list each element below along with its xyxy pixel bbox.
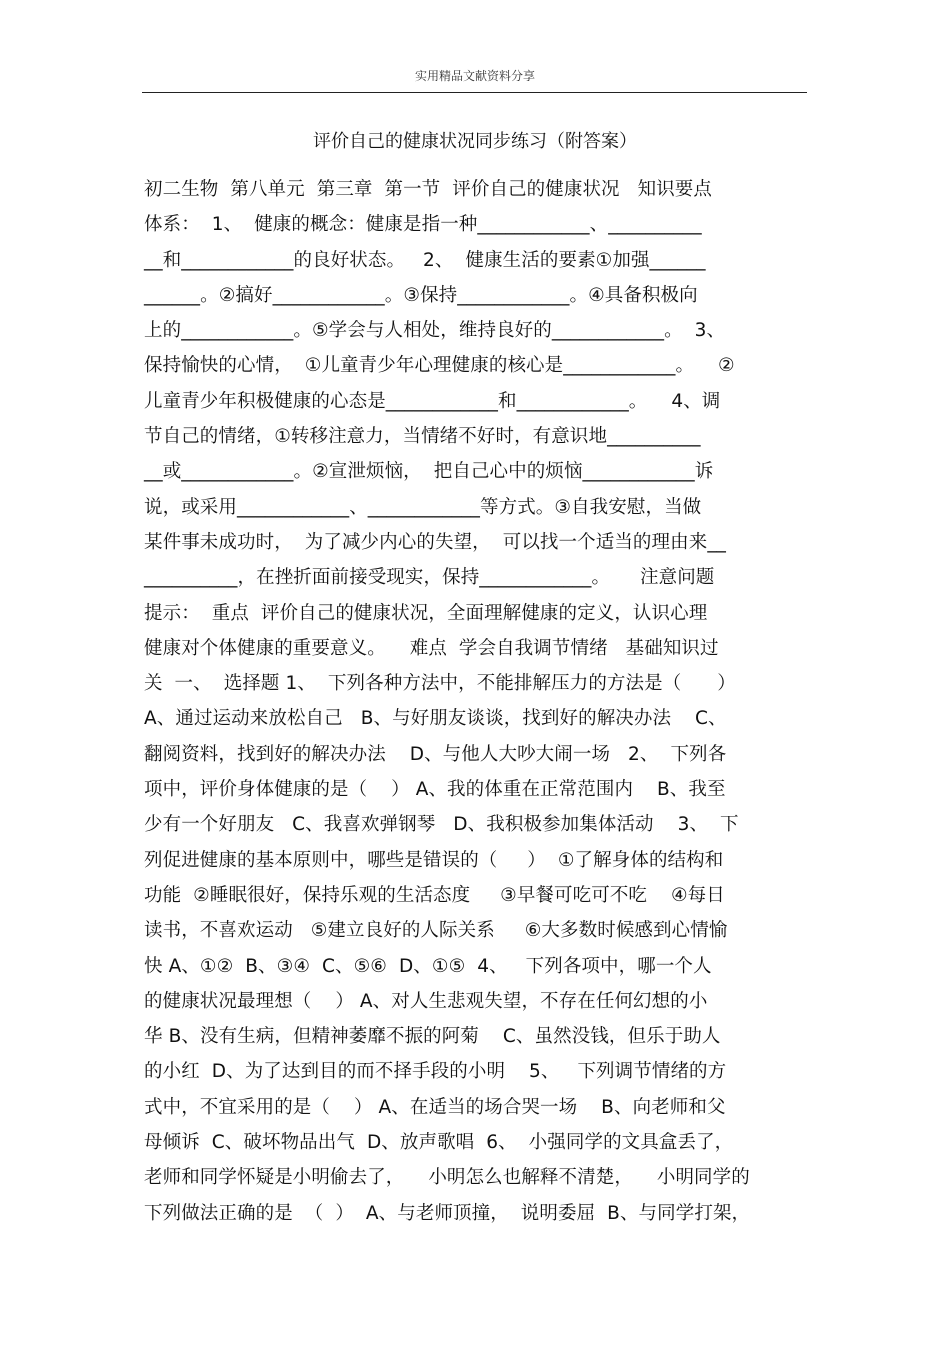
text-line: 母倾诉 C、破坏物品出气 D、放声歌唱 6、 小强同学的文具盒丢了， [144,1132,734,1154]
text-line: 体系： 1、 健康的概念：健康是指一种____________、__________ [144,214,702,236]
text-line: 项中，评价身体健康的是（ ） A、我的体重在正常范围内 B、我至 [144,779,726,801]
document-body [144,172,814,1231]
text-line: __或____________。②宣泄烦恼， 把自己心中的烦恼____________诉 [144,461,714,483]
text-line: 儿童青少年积极健康的心态是____________和____________。 4、调 [144,390,721,412]
text-line: 列促进健康的基本原则中，哪些是错误的（ ） ①了解身体的结构和 [144,849,724,871]
text-line: 读书，不喜欢运动 ⑤建立良好的人际关系 ⑥大多数时候感到心情愉 [144,920,728,942]
text-line: 老师和同学怀疑是小明偷去了， 小明怎么也解释不清楚， 小明同学的 [144,1167,750,1189]
text-line: __和____________的良好状态。 2、 健康生活的要素①加强______ [144,249,706,271]
text-line: 快 A、①② B、③④ C、⑤⑥ D、①⑤ 4、 下列各项中，哪一个人 [144,955,712,977]
text-line: 少有一个好朋友 C、我喜欢弹钢琴 D、我积极参加集体活动 3、 下 [144,814,739,836]
text-line: 的小红 D、为了达到目的而不择手段的小明 5、 下列调节情绪的方 [144,1061,727,1083]
text-line: 功能 ②睡眠很好，保持乐观的生活态度 ③早餐可吃可不吃 ④每日 [144,884,725,906]
text-line: 关 一、 选择题 1、 下列各种方法中，不能排解压力的方法是（ ） [144,673,736,695]
header-divider [142,92,807,93]
text-line: 初二生物 第八单元 第三章 第一节 评价自己的健康状况 知识要点 [144,179,712,200]
text-line: 翻阅资料，找到好的解决办法 D、与他人大吵大闹一场 2、 下列各 [144,743,727,765]
text-line: 保持愉快的心情， ①儿童青少年心理健康的核心是____________。 ② [144,355,735,377]
text-line: ______。②搞好____________。③保持____________。④具备积极向 [144,284,698,306]
page-header: 实用精品文献资料分享 [414,69,535,83]
text-line: 说，或采用____________、____________等方式。③自我安慰，当做 [144,496,702,518]
text-line: 某件事未成功时， 为了减少内心的失望， 可以找一个适当的理由来__ [144,531,727,553]
text-line: 的健康状况最理想（ ） A、对人生悲观失望，不存在任何幻想的小 [144,990,708,1012]
text-line: A、通过运动来放松自己 B、与好朋友谈谈，找到好的解决办法 C、 [144,708,727,730]
text-line: 下列做法正确的是 （ ） A、与老师顶撞， 说明委屈 B、与同学打架， [144,1202,751,1224]
text-line: 上的____________。⑤学会与人相处，维持良好的____________。 3、 [144,320,726,342]
text-line: __________，在挫折面前接受现实，保持____________。 注意问题 [144,567,715,589]
text-line: 式中，不宜采用的是（ ） A、在适当的场合哭一场 B、向老师和父 [144,1096,726,1118]
text-line: 提示： 重点 评价自己的健康状况，全面理解健康的定义，认识心理 [144,602,708,624]
document-title: 评价自己的健康状况同步练习（附答案） [313,131,637,152]
text-line: 健康对个体健康的重要意义。 难点 学会自我调节情绪 基础知识过 [144,637,719,659]
text-line: 华 B、没有生病，但精神萎靡不振的阿菊 C、虽然没钱，但乐于助人 [144,1026,721,1048]
text-line: 节自己的情绪，①转移注意力，当情绪不好时，有意识地__________ [144,426,701,448]
